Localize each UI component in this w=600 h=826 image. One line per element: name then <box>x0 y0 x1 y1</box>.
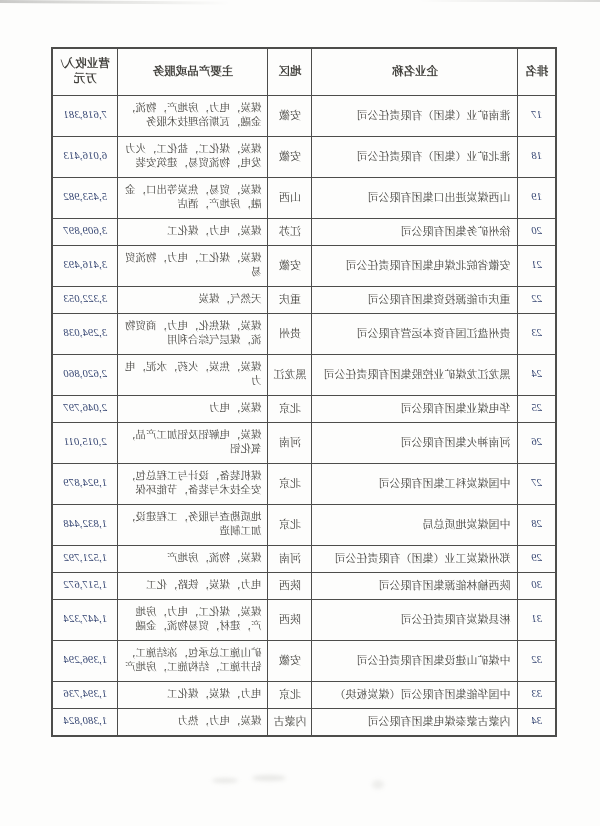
table-row <box>52 396 556 423</box>
name-cell: 淮南矿业（集团）有限责任公司 <box>312 96 518 137</box>
name-cell: 中国煤炭科工集团有限公司 <box>312 464 518 505</box>
revenue-cell: 3,416,493 <box>52 246 118 287</box>
header-revenue: 营业收入/万元 <box>52 48 118 96</box>
table-body <box>52 96 556 737</box>
revenue-cell: 3,294,038 <box>52 314 118 355</box>
region-cell: 北京 <box>268 505 312 546</box>
revenue-cell: 1,832,448 <box>52 505 118 546</box>
region-cell: 内蒙古 <box>268 709 312 737</box>
revenue-cell: 1,517,672 <box>52 573 118 600</box>
name-cell: 彬县煤炭有限责任公司 <box>312 600 518 641</box>
region-cell: 河南 <box>268 546 312 573</box>
rank-cell: 26 <box>518 423 556 464</box>
products-cell: 煤炭，电力，热力 <box>118 709 268 737</box>
table-row <box>52 709 556 737</box>
region-cell: 安徽 <box>268 137 312 178</box>
revenue-cell: 1,521,792 <box>52 546 118 573</box>
products-cell: 煤炭，煤化工，电力，物流贸易 <box>118 246 268 287</box>
products-cell: 矿山施工总承包，冻结施工，钻井施工，结构施工，房地产 <box>118 641 268 682</box>
table-row <box>52 287 556 314</box>
name-cell: 河南神火集团有限公司 <box>312 423 518 464</box>
rank-cell: 29 <box>518 546 556 573</box>
revenue-cell: 1,924,879 <box>52 464 118 505</box>
scan-artifact-smudge <box>372 780 384 789</box>
rank-cell: 23 <box>518 314 556 355</box>
header-products: 主要产品或服务 <box>118 48 268 96</box>
rank-cell: 33 <box>518 682 556 709</box>
name-cell: 贵州盘江国有资本运营有限公司 <box>312 314 518 355</box>
table-row <box>52 314 556 355</box>
rank-cell: 30 <box>518 573 556 600</box>
revenue-cell: 1,380,824 <box>52 709 118 737</box>
name-cell: 内蒙古蒙泰煤电集团有限公司 <box>312 709 518 737</box>
name-cell: 黑龙江龙煤矿业控股集团有限责任公司 <box>312 355 518 396</box>
region-cell: 北京 <box>268 682 312 709</box>
products-cell: 煤炭，物流，房地产 <box>118 546 268 573</box>
ranking-table <box>51 47 557 737</box>
region-cell: 陕西 <box>268 573 312 600</box>
revenue-cell: 2,046,797 <box>52 396 118 423</box>
products-cell: 煤炭，煤化工，电力，房地产，建材，贸易物流，金融 <box>118 600 268 641</box>
table-header-row <box>52 48 556 96</box>
rank-cell: 31 <box>518 600 556 641</box>
name-cell: 郑州煤炭工业（集团）有限责任公司 <box>312 546 518 573</box>
revenue-cell: 5,453,982 <box>52 178 118 219</box>
products-cell: 煤炭，电力 <box>118 396 268 423</box>
rank-cell: 20 <box>518 219 556 246</box>
region-cell: 安徽 <box>268 246 312 287</box>
rank-cell: 34 <box>518 709 556 737</box>
table-row <box>52 600 556 641</box>
revenue-cell: 3,322,053 <box>52 287 118 314</box>
revenue-cell: 2,015,011 <box>52 423 118 464</box>
header-company-name: 企业名称 <box>312 48 518 96</box>
region-cell: 河南 <box>268 423 312 464</box>
products-cell: 天然气，煤炭 <box>118 287 268 314</box>
region-cell: 陕西 <box>268 600 312 641</box>
revenue-cell: 1,396,294 <box>52 641 118 682</box>
name-cell: 中煤矿山建设集团有限责任公司 <box>312 641 518 682</box>
rank-cell: 18 <box>518 137 556 178</box>
table-row <box>52 573 556 600</box>
products-cell: 煤炭，电力，煤化工 <box>118 219 268 246</box>
region-cell: 安徽 <box>268 96 312 137</box>
table-row <box>52 423 556 464</box>
table-row <box>52 464 556 505</box>
products-cell: 煤炭，电解铝及铝加工产品，氧化铝 <box>118 423 268 464</box>
table-row <box>52 246 556 287</box>
scan-artifact-top-right-edge <box>420 0 600 2</box>
products-cell: 煤炭，煤化工，盐化工，火力发电，物流贸易，建筑安装 <box>118 137 268 178</box>
rank-cell: 28 <box>518 505 556 546</box>
table-row <box>52 682 556 709</box>
name-cell: 安徽省皖北煤电集团有限责任公司 <box>312 246 518 287</box>
rank-cell: 22 <box>518 287 556 314</box>
products-cell: 地质勘查与服务，工程建设，加工制造 <box>118 505 268 546</box>
table-row <box>52 137 556 178</box>
products-cell: 煤机装备，设计与工程总包，安全技术与装备，节能环保 <box>118 464 268 505</box>
name-cell: 华电煤业集团有限公司 <box>312 396 518 423</box>
revenue-cell: 1,394,736 <box>52 682 118 709</box>
name-cell: 中国华能集团有限公司（煤炭板块） <box>312 682 518 709</box>
name-cell: 山西煤炭进出口集团有限公司 <box>312 178 518 219</box>
table-row <box>52 546 556 573</box>
region-cell: 山西 <box>268 178 312 219</box>
header-region: 地区 <box>268 48 312 96</box>
table-row <box>52 355 556 396</box>
rank-cell: 19 <box>518 178 556 219</box>
table-row <box>52 219 556 246</box>
products-cell: 电力，煤炭，铁路，化工 <box>118 573 268 600</box>
name-cell: 徐州矿务集团有限公司 <box>312 219 518 246</box>
region-cell: 安徽 <box>268 641 312 682</box>
name-cell: 淮北矿业（集团）有限责任公司 <box>312 137 518 178</box>
revenue-cell: 3,609,897 <box>52 219 118 246</box>
header-rank: 排名 <box>518 48 556 96</box>
revenue-cell: 2,620,860 <box>52 355 118 396</box>
table-row <box>52 641 556 682</box>
products-cell: 煤炭，焦炭，火药，水泥，电力 <box>118 355 268 396</box>
table-row <box>52 178 556 219</box>
scan-artifact-smudge <box>252 775 286 781</box>
name-cell: 陕西榆林能源集团有限公司 <box>312 573 518 600</box>
rank-cell: 17 <box>518 96 556 137</box>
rank-cell: 27 <box>518 464 556 505</box>
table-row <box>52 96 556 137</box>
rank-cell: 21 <box>518 246 556 287</box>
table-row <box>52 505 556 546</box>
scan-artifact-smudge <box>212 778 238 783</box>
rank-cell: 24 <box>518 355 556 396</box>
region-cell: 北京 <box>268 464 312 505</box>
name-cell: 中国煤炭地质总局 <box>312 505 518 546</box>
region-cell: 贵州 <box>268 314 312 355</box>
region-cell: 江苏 <box>268 219 312 246</box>
products-cell: 煤炭，煤焦化，电力，商贸物流，煤层气综合利用 <box>118 314 268 355</box>
rank-cell: 25 <box>518 396 556 423</box>
region-cell: 黑龙江 <box>268 355 312 396</box>
products-cell: 煤炭，贸易，焦炭等出口，金融，房地产，酒店 <box>118 178 268 219</box>
rank-cell: 32 <box>518 641 556 682</box>
products-cell: 电力，煤炭，煤化工 <box>118 682 268 709</box>
revenue-cell: 1,447,324 <box>52 600 118 641</box>
revenue-cell: 7,618,381 <box>52 96 118 137</box>
region-cell: 北京 <box>268 396 312 423</box>
region-cell: 重庆 <box>268 287 312 314</box>
name-cell: 重庆市能源投资集团有限公司 <box>312 287 518 314</box>
revenue-cell: 6,016,413 <box>52 137 118 178</box>
products-cell: 煤炭，电力，房地产，物流，金融，瓦斯治理技术服务 <box>118 96 268 137</box>
